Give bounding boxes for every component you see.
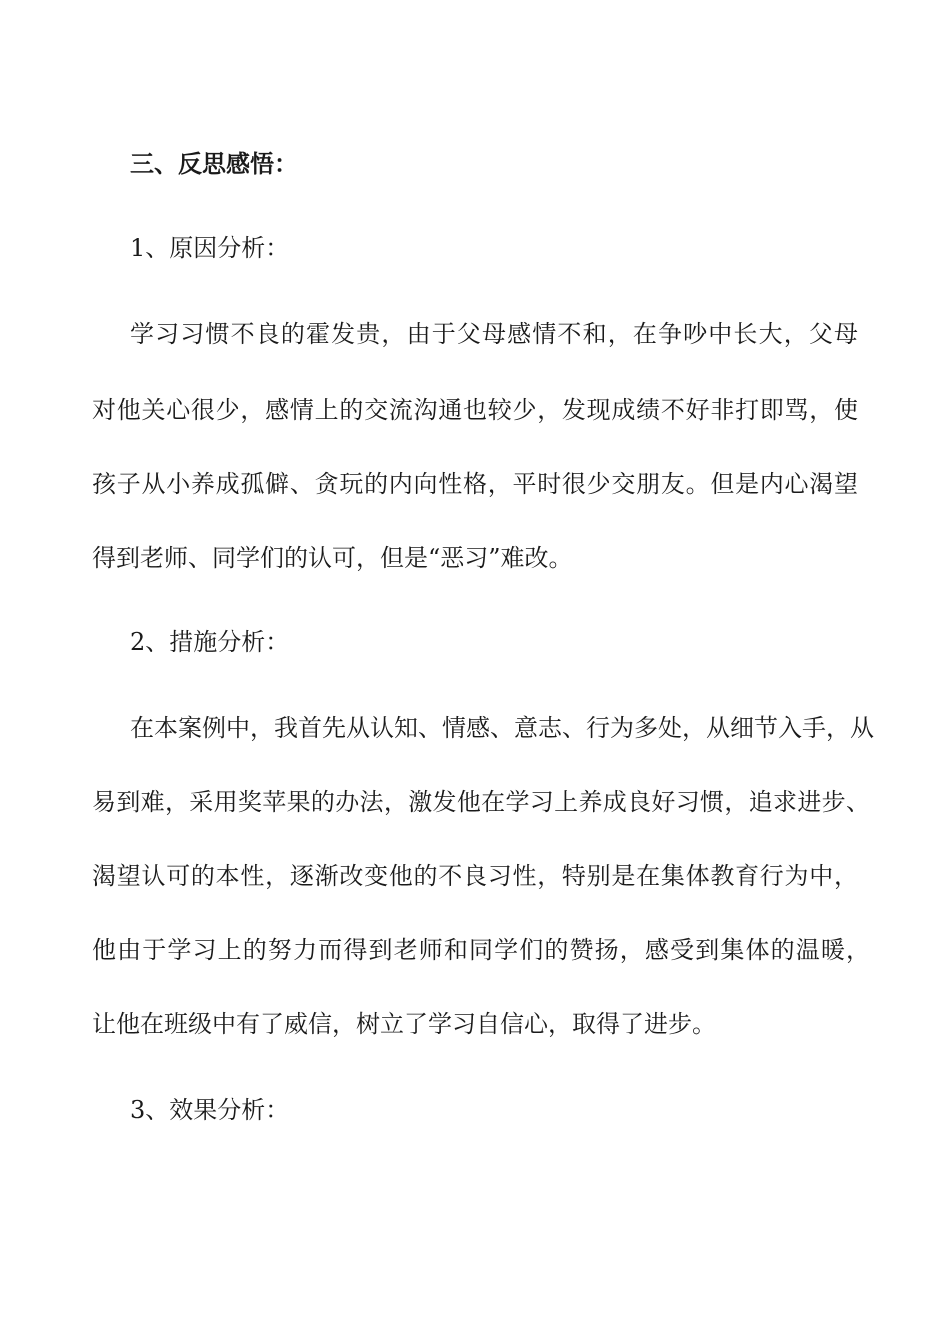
paragraph-line: 学习习惯不良的霍发贵，由于父母感情不和，在争吵中长大，父母 [130,320,858,348]
subsection-title-cause: 1、原因分析： [130,234,290,262]
paragraph-line: 易到难，采用奖苹果的办法，激发他在学习上养成良好习惯，追求进步、 [92,788,870,816]
subsection-title-measures: 2、措施分析： [130,628,290,656]
paragraph-line: 他由于学习上的努力而得到老师和同学们的赞扬，感受到集体的温暖， [92,936,870,964]
paragraph-line: 渴望认可的本性，逐渐改变他的不良习性，特别是在集体教育行为中， [92,862,858,890]
subsection-title-effect: 3、效果分析： [130,1096,290,1124]
section-heading: 三、反思感悟： [130,150,298,178]
paragraph-line: 在本案例中，我首先从认知、情感、意志、行为多处，从细节入手，从 [130,714,874,742]
paragraph-line: 孩子从小养成孤僻、贪玩的内向性格，平时很少交朋友。但是内心渴望 [92,470,858,498]
paragraph-line: 得到老师、同学们的认可，但是“恶习”难改。 [92,544,573,572]
paragraph-line: 对他关心很少，感情上的交流沟通也较少，发现成绩不好非打即骂，使 [92,396,858,424]
paragraph-line: 让他在班级中有了威信，树立了学习自信心，取得了进步。 [92,1010,716,1038]
